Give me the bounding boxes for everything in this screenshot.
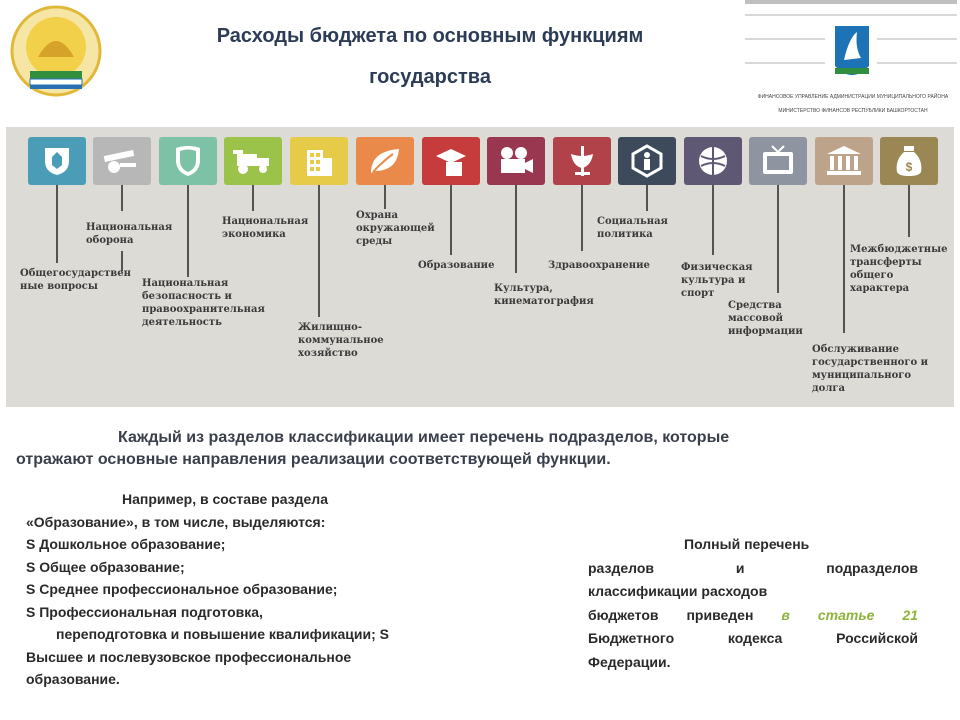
list-item: S Профессиональная подготовка,: [26, 603, 263, 620]
intro-line: отражают основные направления реализации соответствующей функции.: [16, 451, 611, 468]
connector-line: [252, 185, 254, 211]
book-icon: [422, 137, 480, 185]
connector-line: [56, 185, 58, 263]
cannon-icon: [93, 137, 151, 185]
function-label: Национальная оборона: [86, 222, 173, 246]
connector-line: [187, 185, 189, 277]
function-label: Национальная безопасность и правоохранительная деятельность: [142, 278, 265, 328]
page-title-line2: государства: [369, 66, 491, 88]
list-item: S Дошкольное образование;: [26, 536, 226, 552]
connector-line: [908, 185, 910, 237]
connector-line: [318, 185, 320, 317]
function-label: Физическая культура и спорт: [681, 262, 753, 299]
function-label: Национальная экономика: [222, 216, 309, 240]
emblem-caption: ФИНАНСОВОЕ УПРАВЛЕНИЕ АДМИНИСТРАЦИИ МУНИЦИПАЛЬНОГО РАЙОНА: [757, 94, 949, 100]
connector-line: [121, 185, 123, 211]
ball-icon: [684, 137, 742, 185]
person-icon: [618, 137, 676, 185]
list-item: образование.: [26, 671, 120, 687]
connector-line: [777, 185, 779, 293]
connector-line: [712, 185, 714, 255]
building-icon: [290, 137, 348, 185]
shield-icon: [159, 137, 217, 185]
intro-line: Каждый из разделов классификации имеет перечень подразделов, которые: [118, 429, 730, 446]
emblem-caption-2: МИНИСТЕРСТВО ФИНАНСОВ РЕСПУБЛИКИ БАШКОРТОСТАН: [778, 108, 928, 114]
function-label: Общегосударствен ные вопросы: [20, 268, 131, 292]
function-label: Обслуживание государственного и муниципального долга: [812, 344, 929, 394]
function-label: Охрана окружающей среды: [356, 210, 435, 247]
tv-icon: [749, 137, 807, 185]
education-subsections-list: [26, 488, 476, 691]
connector-line: [581, 185, 583, 251]
list-item: Высшее и послевузовское профессиональное: [26, 648, 352, 665]
list-lead: Например, в составе раздела: [122, 491, 328, 507]
money-bag-icon: [880, 137, 938, 185]
connector-line: [515, 185, 517, 273]
budget-functions-panel: [6, 127, 954, 407]
note-line: разделов и подразделов: [588, 559, 918, 576]
function-label: Жилищно-коммунальное хозяйство: [298, 322, 384, 359]
function-label: Социальная политика: [597, 216, 668, 240]
list-item: переподготовка и повышение квалификации; S: [56, 626, 389, 642]
medicine-icon: [553, 137, 611, 185]
connector-line: [450, 185, 452, 255]
bashkortostan-coat-of-arms-logo: [10, 5, 102, 97]
list-lead: «Образование», в том числе, выделяются:: [26, 513, 326, 530]
note-line: Полный перечень: [684, 536, 810, 552]
connector-line: [384, 185, 386, 209]
leaf-icon: [356, 137, 414, 185]
budget-code-article-link[interactable]: в статье 21: [781, 606, 918, 623]
coat-of-arms-icon: [28, 137, 86, 185]
bank-icon: [815, 137, 873, 185]
function-label: Межбюджетные трансферты общего характера: [850, 244, 948, 294]
note-line: Бюджетного кодекса Российской: [588, 630, 918, 646]
budget-code-note: [588, 533, 918, 674]
list-item: S Общее образование;: [26, 558, 185, 575]
note-line: бюджетов приведен в статье 21: [588, 606, 918, 623]
function-label: Культура, кинематография: [494, 283, 594, 307]
connector-line: [843, 185, 845, 333]
page-title: Расходы бюджета по основным функциям: [216, 25, 644, 47]
film-camera-icon: [487, 137, 545, 185]
municipal-emblem-logo: [745, 0, 957, 122]
note-line: классификации расходов: [588, 583, 768, 599]
function-label: Здравоохранение: [548, 260, 650, 271]
function-label: Образование: [418, 260, 495, 271]
connector-line: [646, 185, 648, 211]
svg-text:$: $: [905, 160, 913, 174]
harvester-icon: [224, 137, 282, 185]
note-line: Федерации.: [588, 653, 671, 670]
list-item: S Среднее профессиональное образование;: [26, 581, 338, 597]
function-label: Средства массовой информации: [728, 300, 803, 337]
intro-paragraph: [16, 427, 916, 471]
